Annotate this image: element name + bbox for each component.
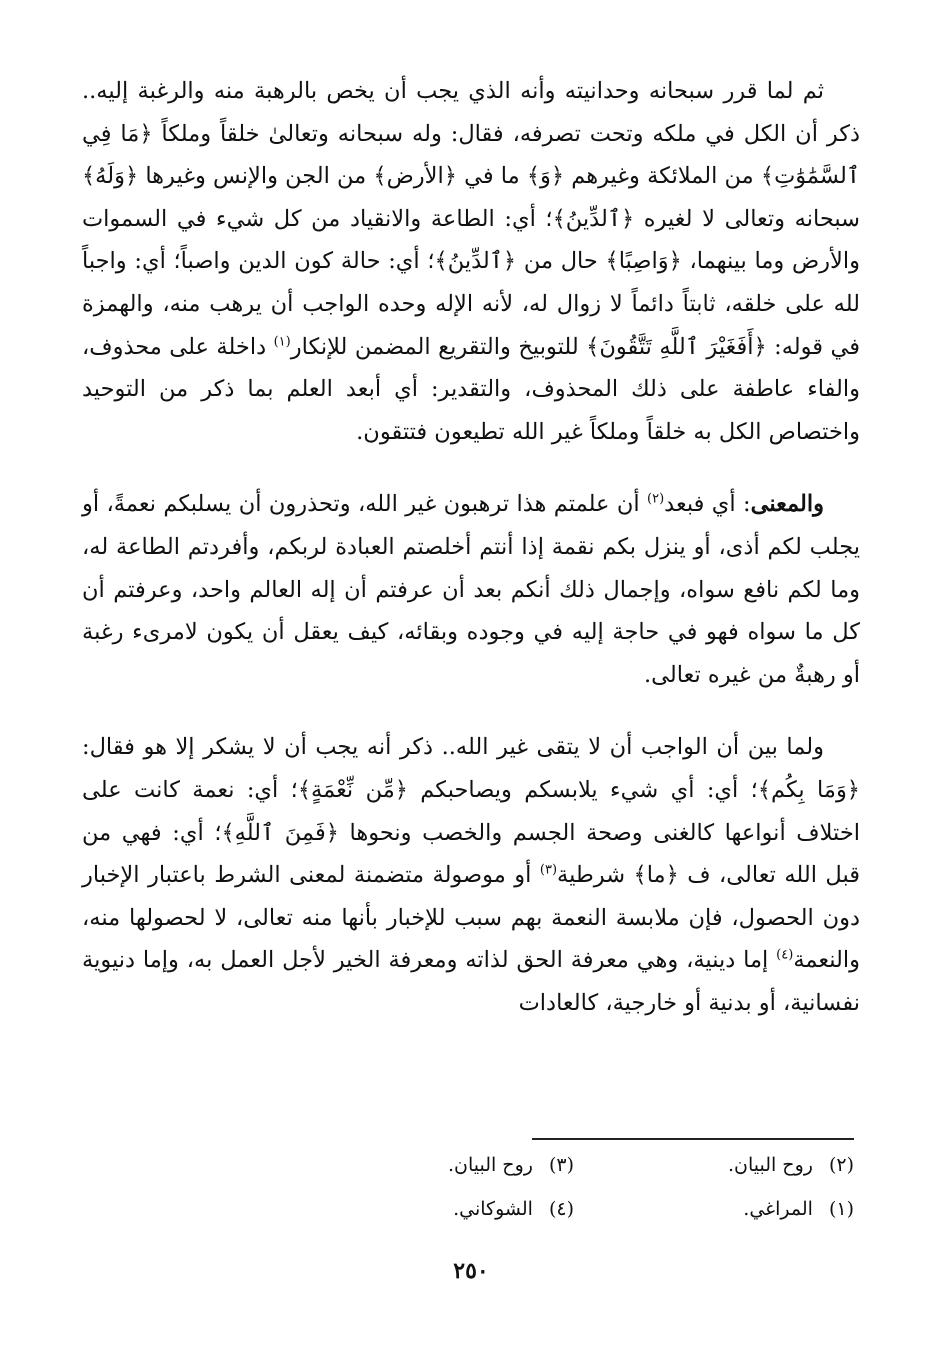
paragraph-1	[82, 70, 860, 453]
footnote-number: (٤)	[548, 1198, 574, 1220]
footnote-2	[574, 1194, 854, 1224]
footnote-ref-3: (٣)	[539, 862, 558, 878]
paragraph-2	[82, 483, 860, 696]
paragraph-1-tail: داخلة على محذوف، والفاء عاطفة على ذلك المحذوف، والتقدير: أي أبعد العلم بما ذكر من التوحيد واختصاص الكل به خلقاً وملكاً غير الله تطيعون فتتقون.	[82, 333, 860, 445]
paragraph-2-head: : أي فبعد	[664, 491, 751, 518]
footnote-3	[294, 1150, 574, 1180]
footnote-ref-2: (٢)	[647, 491, 665, 507]
footnote-number: (١)	[828, 1198, 854, 1220]
footnote-1	[574, 1150, 854, 1180]
footnote-text: المراغي.	[743, 1198, 813, 1220]
footnote-ref-1: (١)	[273, 334, 291, 350]
footnotes	[294, 1150, 854, 1224]
footnote-4	[294, 1194, 574, 1224]
footnote-text: الشوكاني.	[453, 1198, 533, 1220]
paragraph-1-text: ثم لما قرر سبحانه وحدانيته وأنه الذي يجب أن يخص بالرهبة منه والرغبة إليه.. ذكر أن الكل في ملكه وتحت تصرفه، فقال: وله سبحانه وتعالىٰ خلقاً وملكاً ﴿مَا فِي ٱلسَّمَٰوَٰتِ﴾ من الملائكة وغيرهم ﴿وَ﴾ ما في ﴿الأرض﴾ من الجن والإنس وغيرها ﴿وَلَهُ﴾ سبحانه وتعالى لا لغيره ﴿ٱلدِّينُ﴾؛ أي: الطاعة والانقياد من كل شيء في السموات والأرض وما بينهما، ﴿وَاصِبًا﴾ حال من ﴿ٱلدِّينُ﴾؛ أي: حالة كون الدين واصباً؛ أي: واجباً لله على خلقه، ثابتاً دائماً لا زوال له، لأنه الإله وحده الواجب أن يرهب منه، والهمزة في قوله: ﴿أَفَغَيْرَ ٱللَّهِ تَتَّقُونَ﴾ للتوبيخ والتقريع المضمن للإنكار	[82, 78, 860, 360]
footnote-divider	[532, 1138, 854, 1140]
paragraph-3-mid: أو موصولة متضمنة لمعنى الشرط باعتبار الإخبار دون الحصول، فإن ملابسة النعمة بهم سبب للإخبار بأنها منه تعالى، لا لحصولها منه، والنعمة	[82, 862, 860, 974]
paragraph-3	[82, 726, 860, 1024]
footnote-text: روح البيان.	[727, 1154, 813, 1176]
footnote-number: (٢)	[828, 1154, 854, 1176]
page-body	[82, 70, 860, 1024]
page-number: ٢٥٠	[453, 1258, 489, 1284]
paragraph-2-tail: أن علمتم هذا ترهبون غير الله، وتحذرون أن يسلبكم نعمةً، أو يجلب لكم أذى، أو ينزل بكم نقمة إذا أنتم أخلصتم العبادة لربكم، وأفردتم الطاعة له، وما لكم نافع سواه، وإجمال ذلك أنكم بعد أن عرفتم أن إله العالم واحد، وعرفتم أن كل ما سواه فهو في حاجة إليه في وجوده وبقائه، كيف يعقل أن يكون لامرىء رغبة أو رهبةٌ من غيره تعالى.	[82, 491, 860, 688]
paragraph-3-head: ولما بين أن الواجب أن لا يتقى غير الله.. ذكر أنه يجب أن لا يشكر إلا هو فقال: ﴿وَمَا بِكُم﴾؛ أي: أي شيء يلابسكم ويصاحبكم ﴿مِّن نِّعْمَةٍ﴾؛ أي: نعمة كانت على اختلاف أنواعها كالغنى وصحة الجسم والخصب ونحوها ﴿فَمِنَ ٱللَّهِ﴾؛ أي: فهي من قبل الله تعالى، ف ﴿ما﴾ شرطية	[82, 734, 861, 889]
footnote-ref-4: (٤)	[776, 947, 794, 963]
footnote-text: روح البيان.	[447, 1154, 533, 1176]
paragraph-3-tail: إما دينية، وهي معرفة الحق لذاته ومعرفة الخير لأجل العمل به، وإما دنيوية نفسانية، أو بدنية أو خارجية، كالعادات	[82, 947, 860, 1016]
footnote-number: (٣)	[548, 1154, 574, 1176]
paragraph-2-lead: والمعنى	[750, 491, 824, 518]
